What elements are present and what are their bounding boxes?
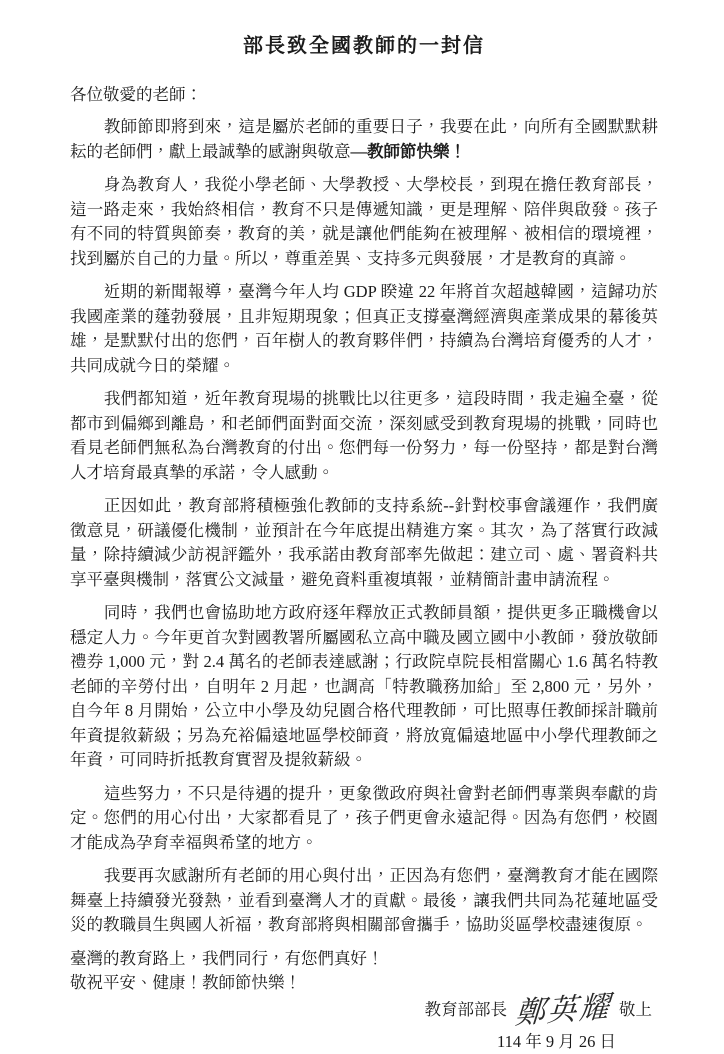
paragraph-1-text: 教師節即將到來，這是屬於老師的重要日子，我要在此，向所有全國默默耕耘的老師們，獻上最誠摯的感謝與敬意 [70, 117, 658, 161]
signature-suffix: 敬上 [619, 998, 652, 1023]
paragraph-6: 同時，我們也會協助地方政府逐年釋放正式教師員額，提供更多正職機會以穩定人力。今年更首次對國教署所屬國私立高中職及國立國中小教師，發放敬師禮券 1,000 元，對 2.4 萬名的老師表達感謝；行政院卓院長相當關心 1.6 萬名特教老師的辛勞付出，自明年 2 月起，也調高「特教職務加給」至 2,800 元，另外，自今年 8 月開始，公立中小學及幼兒園合格代理教師，可比照專任教師採計職前年資提敘薪級；另為充裕偏遠地區學校師資，將放寬偏遠地區中小學代理教師之年資，可同時折抵教育實習及提敘薪級。 [70, 601, 658, 773]
paragraph-7: 這些努力，不只是待遇的提升，更象徵政府與社會對老師們專業與奉獻的肯定。您們的用心付出，大家都看見了，孩子們更會永遠記得。因為有您們，校園才能成為孕育幸福與希望的地方。 [70, 782, 658, 856]
page-title: 部長致全國教師的一封信 [70, 34, 658, 59]
letter-date: 114 年 9 月 26 日 [70, 1030, 658, 1054]
signature-sender-title: 教育部部長 [425, 998, 508, 1023]
paragraph-2: 身為教育人，我從小學老師、大學教授、大學校長，到現在擔任教育部長，這一路走來，我始終相信，教育不只是傳遞知識，更是理解、陪伴與啟發。孩子有不同的特質與節奏，教育的美，就是讓他們能夠在被理解、被相信的環境裡，找到屬於自己的力量。所以，尊重差異、支持多元與發展，才是教育的真諦。 [70, 173, 658, 271]
paragraph-1 [70, 115, 658, 164]
minister-handwritten-signature: 鄭英耀 [514, 992, 612, 1029]
salutation: 各位敬愛的老師： [70, 83, 658, 108]
paragraph-1-bold-text: —教師節快樂！ [351, 142, 467, 161]
paragraph-4: 我們都知道，近年教育現場的挑戰比以往更多，這段時間，我走遍全臺，從都市到偏鄉到離島，和老師們面對面交流，深刻感受到教育現場的挑戰，同時也看見老師們無私為台灣教育的付出。您們每一份努力，每一份堅持，都是對台灣人才培育最真摯的承諾，令人感動。 [70, 387, 658, 485]
closing-line-2: 敬祝平安、健康！教師節快樂！ [70, 971, 658, 996]
paragraph-3: 近期的新聞報導，臺灣今年人均 GDP 睽違 22 年將首次超越韓國，這歸功於我國產業的蓬勃發展，且非短期現象；但真正支撐臺灣經濟與產業成果的幕後英雄，是默默付出的您們，百年樹人的教育夥伴們，持續為台灣培育優秀的人才，共同成就今日的榮耀。 [70, 280, 658, 378]
paragraph-8: 我要再次感謝所有老師的用心與付出，正因為有您們，臺灣教育才能在國際舞臺上持續發光發熱，並看到臺灣人才的貢獻。最後，讓我們共同為花蓮地區受災的教職員生與國人祈福，教育部將與相關部會攜手，協助災區學校盡速復原。 [70, 864, 658, 938]
closing-line-1: 臺灣的教育路上，我們同行，有您們真好！ [70, 947, 658, 972]
paragraph-5: 正因如此，教育部將積極強化教師的支持系統--針對校事會議運作，我們廣徵意見，研議優化機制，並預計在今年底提出精進方案。其次，為了落實行政減量，除持續減少訪視評鑑外，我承諾由教育部率先做起：建立司、處、署資料共享平臺與機制，落實公文減量，避免資料重複填報，並精簡計畫申請流程。 [70, 494, 658, 592]
signature-line [70, 996, 658, 1026]
